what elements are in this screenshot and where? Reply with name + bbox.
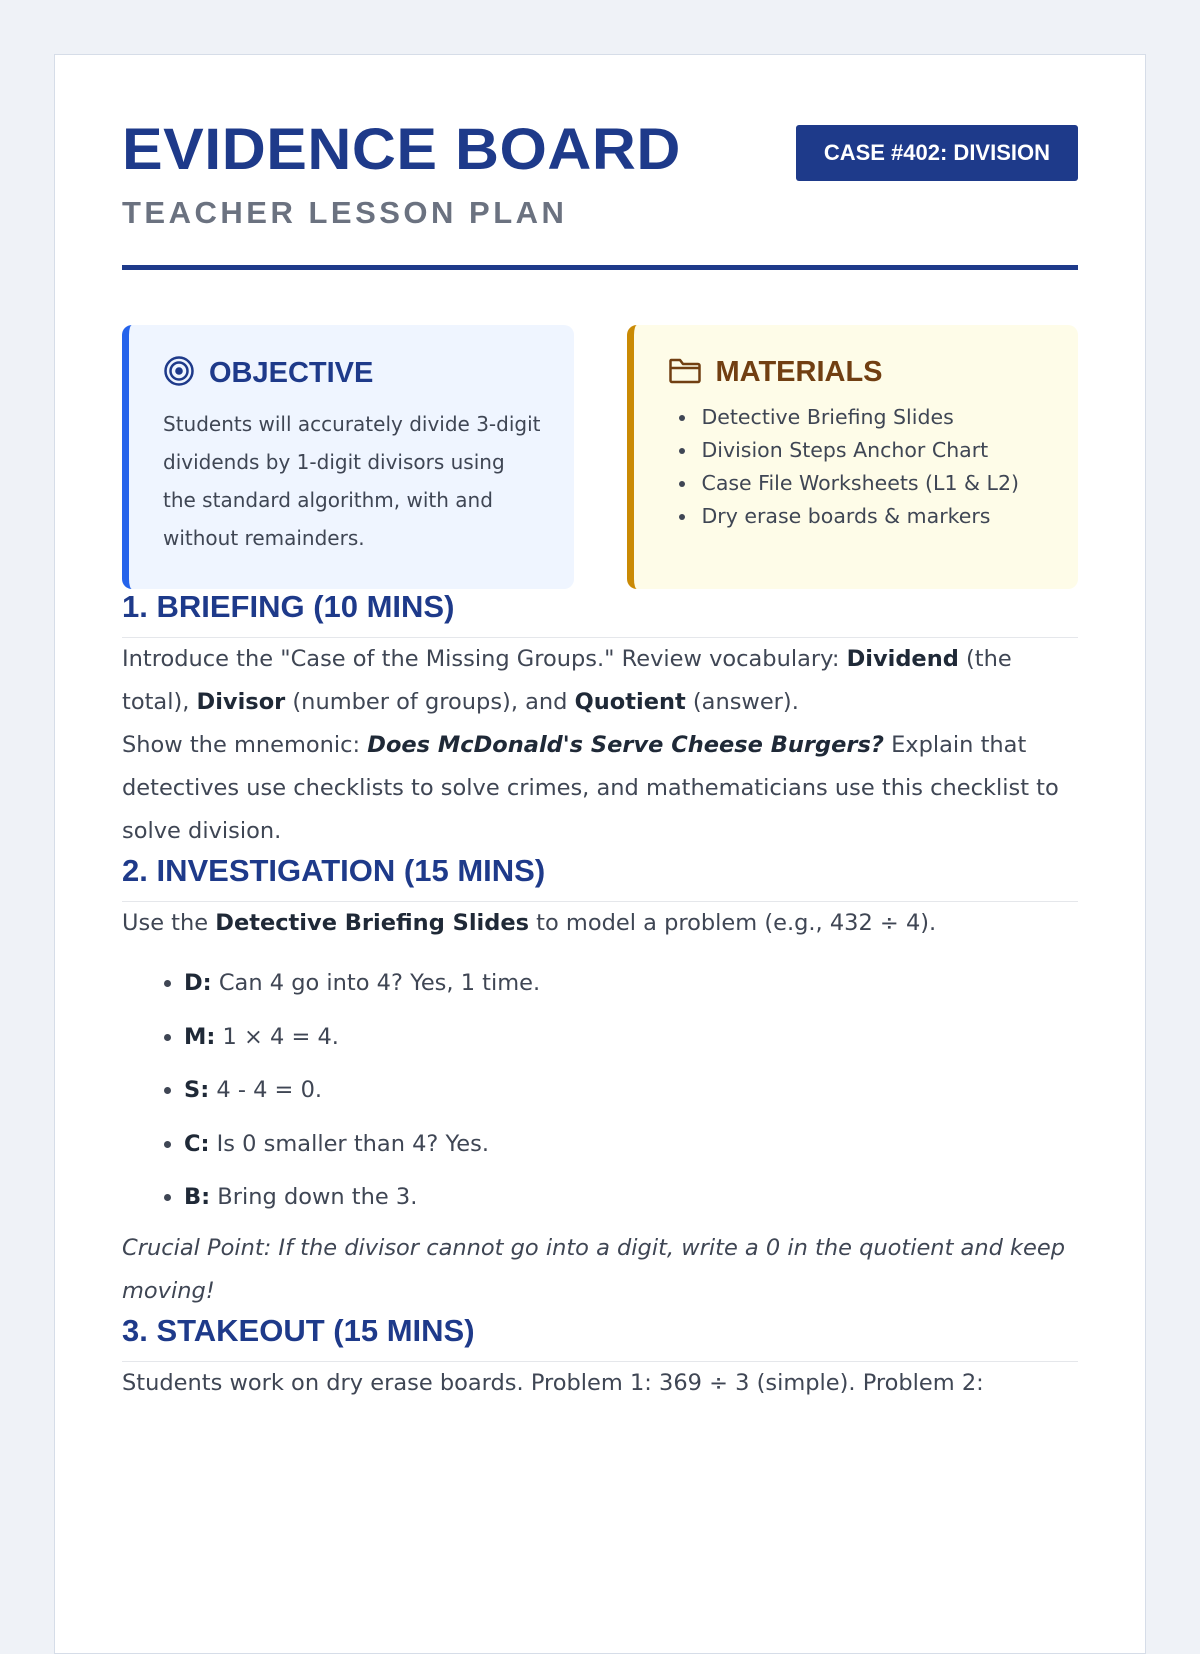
text-run: (answer).: [685, 689, 799, 715]
investigation-intro: [122, 902, 1078, 945]
header: [122, 115, 1078, 265]
objective-title: OBJECTIVE: [209, 356, 374, 389]
list-item: • Dry erase boards & markers: [698, 500, 1049, 533]
objective-card: [122, 325, 574, 589]
list-item: • Detective Briefing Slides: [698, 401, 1049, 434]
objective-header: [163, 355, 544, 391]
slides-reference: Detective Briefing Slides: [215, 910, 530, 936]
briefing-paragraph-mnemonic: [122, 724, 1078, 853]
page-subtitle: TEACHER LESSON PLAN: [122, 195, 568, 230]
page-title: EVIDENCE BOARD: [122, 117, 681, 182]
summary-cards: [122, 325, 1078, 589]
target-icon: [163, 355, 195, 391]
step-text: Can 4 go into 4? Yes, 1 time.: [211, 970, 541, 996]
briefing-paragraph-vocabulary: [122, 638, 1078, 724]
materials-list: [668, 401, 1049, 533]
section-heading-investigation: 2. INVESTIGATION (15 MINS): [122, 853, 1078, 902]
step-key: M:: [184, 1023, 216, 1050]
step-item-subtract: [184, 1064, 1078, 1118]
step-key: B:: [184, 1184, 211, 1210]
objective-text: Students will accurately divide 3-digit dividends by 1-digit divisors using the standard algorithm, with and without remainders.: [163, 412, 541, 550]
step-item-multiply: [184, 1011, 1078, 1065]
step-text: 4 - 4 = 0.: [209, 1077, 323, 1103]
materials-title: MATERIALS: [715, 355, 883, 388]
step-item-check: [184, 1118, 1078, 1172]
section-heading-briefing: 1. BRIEFING (10 MINS): [122, 589, 1078, 638]
step-key: S:: [184, 1077, 210, 1103]
step-text: Is 0 smaller than 4? Yes.: [209, 1130, 489, 1157]
case-badge: CASE #402: DIVISION: [796, 125, 1078, 181]
term-dividend: Dividend: [846, 646, 959, 672]
text-run: Explain that detectives use checklists to solve crimes, and mathematicians use this checklist to solve division.: [122, 732, 1059, 844]
materials-card: [627, 325, 1079, 589]
text-run: Introduce the "Case of the Missing Groups." Review vocabulary:: [122, 646, 847, 672]
crucial-point-note: Crucial Point: If the divisor cannot go into a digit, write a 0 in the quotient and keep moving!: [122, 1234, 1066, 1304]
term-quotient: Quotient: [574, 689, 686, 715]
step-key: D:: [184, 970, 212, 996]
list-item: • Case File Worksheets (L1 & L2): [698, 467, 1049, 500]
mnemonic: Does McDonald's Serve Cheese Burgers?: [367, 732, 884, 758]
step-text: Bring down the 3.: [210, 1184, 418, 1210]
term-divisor: Divisor: [196, 689, 286, 715]
text-run: Show the mnemonic:: [122, 732, 368, 758]
text-run: (the total),: [122, 646, 1012, 715]
step-key: C:: [184, 1130, 210, 1157]
list-item: • Division Steps Anchor Chart: [698, 434, 1049, 467]
step-text: 1 × 4 = 4.: [215, 1023, 339, 1050]
section-heading-stakeout: 3. STAKEOUT (15 MINS): [122, 1313, 1078, 1362]
header-divider: [122, 265, 1078, 270]
text-run: to model a problem (e.g., 432 ÷ 4).: [529, 910, 937, 936]
stakeout-paragraph: Students work on dry erase boards. Problem 1: 369 ÷ 3 (simple). Problem 2:: [122, 1369, 984, 1396]
text-run: (number of groups), and: [285, 689, 575, 715]
step-item-bring-down: [184, 1171, 1078, 1225]
division-steps-list: [122, 957, 1078, 1225]
text-run: Use the: [122, 910, 216, 936]
lesson-plan-page: [54, 54, 1146, 1654]
folder-icon: [668, 355, 702, 389]
step-item-divide: [184, 957, 1078, 1011]
materials-header: [668, 355, 1049, 389]
